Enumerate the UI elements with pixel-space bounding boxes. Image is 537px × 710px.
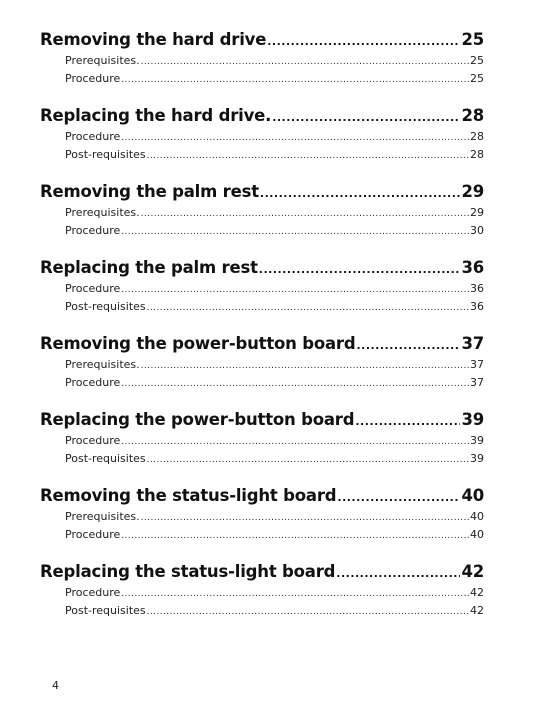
dot-leader <box>147 455 469 465</box>
toc-entry[interactable] <box>40 452 484 470</box>
toc-entry-page: 42 <box>470 586 484 599</box>
toc-entry-label: Procedure <box>65 376 121 389</box>
toc-section-title: Replacing the palm rest <box>40 258 258 277</box>
toc-entry-page: 25 <box>470 54 484 67</box>
toc-section-page: 25 <box>461 30 484 49</box>
toc-section-page: 28 <box>461 106 484 125</box>
dot-leader <box>356 339 460 352</box>
toc-entry-page: 36 <box>470 300 484 313</box>
table-of-contents <box>40 30 484 638</box>
toc-entry-label: Prerequisites. <box>65 358 140 371</box>
toc-entry-label: Procedure <box>65 72 121 85</box>
toc-section-heading[interactable] <box>40 30 484 54</box>
toc-entry-label: Procedure <box>65 528 121 541</box>
toc-entry-page: 28 <box>470 130 484 143</box>
toc-entry-label: Post-requisites <box>65 452 146 465</box>
toc-section-heading[interactable] <box>40 410 484 434</box>
toc-section-heading[interactable] <box>40 562 484 586</box>
toc-section-title: Replacing the power-button board <box>40 410 355 429</box>
toc-entry-page: 30 <box>470 224 484 237</box>
toc-section-heading[interactable] <box>40 334 484 358</box>
dot-leader <box>141 57 469 67</box>
toc-entry[interactable] <box>40 358 484 376</box>
toc-section <box>40 334 484 394</box>
dot-leader <box>121 227 469 237</box>
toc-entry-page: 29 <box>470 206 484 219</box>
toc-section <box>40 258 484 318</box>
toc-section-page: 37 <box>461 334 484 353</box>
toc-entry-label: Prerequisites. <box>65 206 140 219</box>
toc-section-title: Replacing the status-light board <box>40 562 336 581</box>
dot-leader <box>121 437 469 447</box>
toc-section-heading[interactable] <box>40 258 484 282</box>
toc-entry-label: Post-requisites <box>65 148 146 161</box>
toc-entry-label: Procedure <box>65 224 121 237</box>
dot-leader <box>121 133 469 143</box>
dot-leader <box>147 151 469 161</box>
toc-entry-page: 28 <box>470 148 484 161</box>
toc-section-page: 29 <box>461 182 484 201</box>
toc-entry-page: 37 <box>470 358 484 371</box>
dot-leader <box>121 285 469 295</box>
toc-entry[interactable] <box>40 130 484 148</box>
toc-entry-page: 40 <box>470 510 484 523</box>
toc-section <box>40 30 484 90</box>
dot-leader <box>147 607 469 617</box>
toc-entry[interactable] <box>40 206 484 224</box>
toc-entry-page: 40 <box>470 528 484 541</box>
dot-leader <box>355 415 460 428</box>
toc-entry[interactable] <box>40 528 484 546</box>
toc-entry-label: Procedure <box>65 586 121 599</box>
toc-section-page: 42 <box>461 562 484 581</box>
toc-section <box>40 410 484 470</box>
toc-entry[interactable] <box>40 376 484 394</box>
dot-leader <box>121 531 469 541</box>
dot-leader <box>141 209 469 219</box>
toc-entry-page: 36 <box>470 282 484 295</box>
dot-leader <box>121 75 469 85</box>
toc-section-page: 36 <box>461 258 484 277</box>
toc-section-title: Removing the palm rest <box>40 182 259 201</box>
toc-entry[interactable] <box>40 224 484 242</box>
toc-entry[interactable] <box>40 510 484 528</box>
dot-leader <box>147 303 469 313</box>
dot-leader <box>141 361 469 371</box>
toc-entry-page: 25 <box>470 72 484 85</box>
toc-section-page: 39 <box>461 410 484 429</box>
toc-entry[interactable] <box>40 586 484 604</box>
toc-entry[interactable] <box>40 72 484 90</box>
dot-leader <box>259 263 461 276</box>
toc-section-heading[interactable] <box>40 486 484 510</box>
toc-section <box>40 106 484 166</box>
toc-section-title: Removing the power-button board <box>40 334 356 353</box>
toc-entry-label: Procedure <box>65 282 121 295</box>
toc-section <box>40 182 484 242</box>
toc-entry-page: 39 <box>470 434 484 447</box>
dot-leader <box>272 111 460 124</box>
toc-section-title: Removing the hard drive <box>40 30 267 49</box>
toc-section-heading[interactable] <box>40 106 484 130</box>
toc-entry-label: Prerequisites. <box>65 510 140 523</box>
dot-leader <box>260 187 461 200</box>
toc-entry-label: Procedure <box>65 130 121 143</box>
toc-entry-label: Procedure <box>65 434 121 447</box>
toc-section-title: Replacing the hard drive. <box>40 106 272 125</box>
toc-entry[interactable] <box>40 54 484 72</box>
toc-entry-page: 42 <box>470 604 484 617</box>
toc-section-title: Removing the status-light board <box>40 486 337 505</box>
dot-leader <box>337 491 460 504</box>
toc-entry[interactable] <box>40 148 484 166</box>
dot-leader <box>121 379 469 389</box>
toc-entry-page: 37 <box>470 376 484 389</box>
toc-entry[interactable] <box>40 434 484 452</box>
toc-section-heading[interactable] <box>40 182 484 206</box>
toc-section <box>40 562 484 622</box>
toc-section <box>40 486 484 546</box>
toc-entry-label: Post-requisites <box>65 604 146 617</box>
dot-leader <box>121 589 469 599</box>
toc-entry[interactable] <box>40 604 484 622</box>
toc-entry-label: Prerequisites. <box>65 54 140 67</box>
toc-entry[interactable] <box>40 282 484 300</box>
dot-leader <box>267 35 460 48</box>
dot-leader <box>141 513 469 523</box>
toc-entry-label: Post-requisites <box>65 300 146 313</box>
dot-leader <box>336 567 460 580</box>
page-number: 4 <box>52 679 59 692</box>
toc-section-page: 40 <box>461 486 484 505</box>
toc-entry-page: 39 <box>470 452 484 465</box>
toc-entry[interactable] <box>40 300 484 318</box>
